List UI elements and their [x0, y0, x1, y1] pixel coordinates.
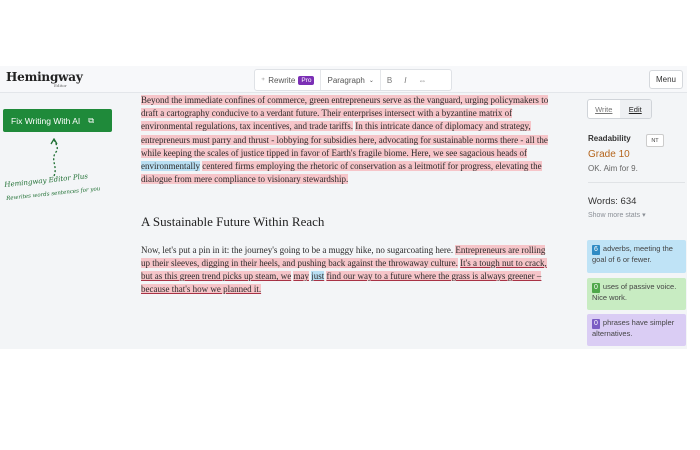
phrases-text: phrases have simpler alternatives.: [592, 318, 675, 338]
tab-edit[interactable]: Edit: [620, 100, 652, 118]
bold-icon[interactable]: B: [386, 75, 393, 85]
readability-label: Readability: [588, 134, 631, 143]
mode-switch: [587, 99, 652, 119]
menu-button[interactable]: Menu: [649, 70, 683, 89]
section-heading: A Sustainable Future Within Reach: [141, 214, 325, 230]
adverbs-card[interactable]: [587, 240, 686, 273]
plain-sentence: Now, let's put a pin in it: the journey's going to be a muggy hike, no sugarcoating here.: [141, 244, 454, 255]
sparkle-icon: ⁺: [261, 75, 266, 85]
phrases-count: 0: [594, 320, 598, 327]
show-more-stats-link[interactable]: Show more stats ▾: [588, 212, 646, 219]
word-count: Words: 634: [588, 196, 637, 207]
rewrite-button[interactable]: [255, 70, 321, 90]
top-bar: [0, 66, 687, 93]
editor-text-area[interactable]: [141, 94, 551, 296]
fix-writing-ai-button[interactable]: [3, 109, 112, 132]
paragraph-select[interactable]: [321, 70, 380, 90]
paragraph-label: Paragraph: [327, 75, 365, 85]
hard-sentence: Entrepreneurs are rolling up their sleeves, digging in their heels, and pushing back against the throwaway culture.: [141, 244, 546, 268]
hard-sentence: Beyond the immediate confines of commerce, green entrepreneurs serve as the vanguard, urging policymakers to draft a cartography conducive to a verdant future. Their enterprises intersect with a byzantine matrix of environmental regulations, tax incentives, and trade tariffs.: [141, 95, 549, 132]
app-logo-sub: Editor: [54, 83, 67, 88]
adverbs-count: 6: [594, 246, 598, 253]
paragraph-1: [141, 94, 551, 186]
app-logo: Hemingway: [6, 70, 83, 84]
qualifier-word: may: [293, 271, 309, 282]
passive-text: uses of passive voice. Nice work.: [592, 282, 677, 302]
promo-title: Hemingway Editor Plus: [4, 172, 89, 189]
italic-icon[interactable]: I: [404, 75, 407, 85]
hard-sentence: find our way to a future where the grass is always greener – because that's how we planned it.: [141, 271, 542, 295]
arrow-curl-icon: [44, 138, 64, 178]
adverb-highlight: just: [311, 271, 325, 282]
external-link-icon: ⧉: [88, 115, 94, 125]
tab-write[interactable]: Write: [595, 104, 613, 114]
nt-badge[interactable]: NT: [646, 134, 664, 147]
hard-sentence: centered firms employing the rhetoric of conservation as a leitmotif for progress, elevating the dialogue from mere compliance to visionary stewardship.: [141, 161, 542, 185]
hemingway-app: [0, 66, 687, 349]
format-toolbar: [254, 69, 452, 91]
phrases-card[interactable]: [587, 314, 686, 346]
readability-grade: Grade 10: [588, 149, 630, 160]
chevron-down-icon: ⌄: [368, 77, 374, 84]
promo-subtitle: Rewrites words sentences for you: [6, 186, 101, 202]
readability-aim: OK. Aim for 9.: [588, 164, 638, 173]
passive-count: 0: [594, 284, 598, 291]
pro-badge: Pro: [298, 76, 314, 85]
link-icon[interactable]: ⇔: [418, 75, 427, 85]
hard-sentence: It's a tough nut to crack, but as this green trend picks up steam, we: [141, 257, 547, 282]
passive-voice-card[interactable]: [587, 278, 686, 310]
adverb-highlight: environmentally: [141, 161, 200, 172]
rewrite-label: Rewrite: [268, 75, 296, 85]
paragraph-2: [141, 244, 551, 297]
hard-sentence: In this intricate dance of diplomacy and strategy, entrepreneurs must parry and thrust - lobbying for subsidies here, advocating for sustainable norms there - all the while keeping the scales of justice tipped in favor of Earth's fragile biome. Here, we see sagacious heads of: [141, 121, 548, 158]
fix-writing-label: Fix Writing With AI: [11, 115, 81, 126]
adverbs-text: adverbs, meeting the goal of 6 or fewer.: [592, 244, 673, 264]
sidebar-divider: [588, 182, 685, 183]
